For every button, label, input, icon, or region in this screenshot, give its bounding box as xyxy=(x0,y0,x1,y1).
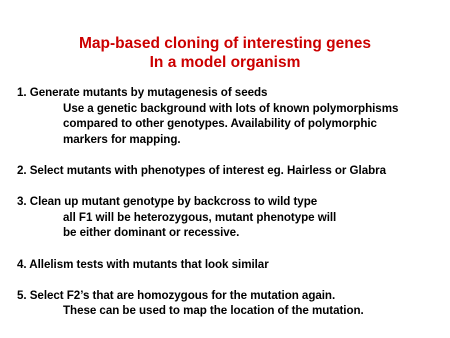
step-detail: all F1 will be heterozygous, mutant phenotype will xyxy=(63,210,337,224)
step-detail: Use a genetic background with lots of known polymorphisms xyxy=(63,101,399,115)
step-heading: 2. Select mutants with phenotypes of interest eg. Hairless or Glabra xyxy=(17,163,386,177)
step-heading: 3. Clean up mutant genotype by backcross to wild type xyxy=(17,195,318,209)
step-detail: compared to other genotypes. Availability of polymorphic xyxy=(63,117,377,131)
step-5 xyxy=(17,288,447,319)
spacer xyxy=(17,147,447,163)
step-detail: These can be used to map the location of the mutation. xyxy=(63,304,364,318)
step-3 xyxy=(17,194,447,241)
step-detail: be either dominant or recessive. xyxy=(63,226,240,240)
step-heading: 5. Select F2’s that are homozygous for the mutation again. xyxy=(17,288,336,302)
step-4 xyxy=(17,257,447,273)
step-2 xyxy=(17,163,447,179)
spacer xyxy=(17,272,447,288)
step-detail: markers for mapping. xyxy=(63,132,181,146)
slide-title xyxy=(0,34,450,72)
step-heading: 4. Allelism tests with mutants that look similar xyxy=(17,257,269,271)
spacer xyxy=(17,241,447,257)
step-1 xyxy=(17,85,447,147)
step-list xyxy=(17,85,447,319)
spacer xyxy=(17,179,447,195)
title-line-1: Map-based cloning of interesting genes xyxy=(79,35,371,52)
step-heading: 1. Generate mutants by mutagenesis of seeds xyxy=(17,86,268,99)
title-line-2: In a model organism xyxy=(149,54,301,71)
